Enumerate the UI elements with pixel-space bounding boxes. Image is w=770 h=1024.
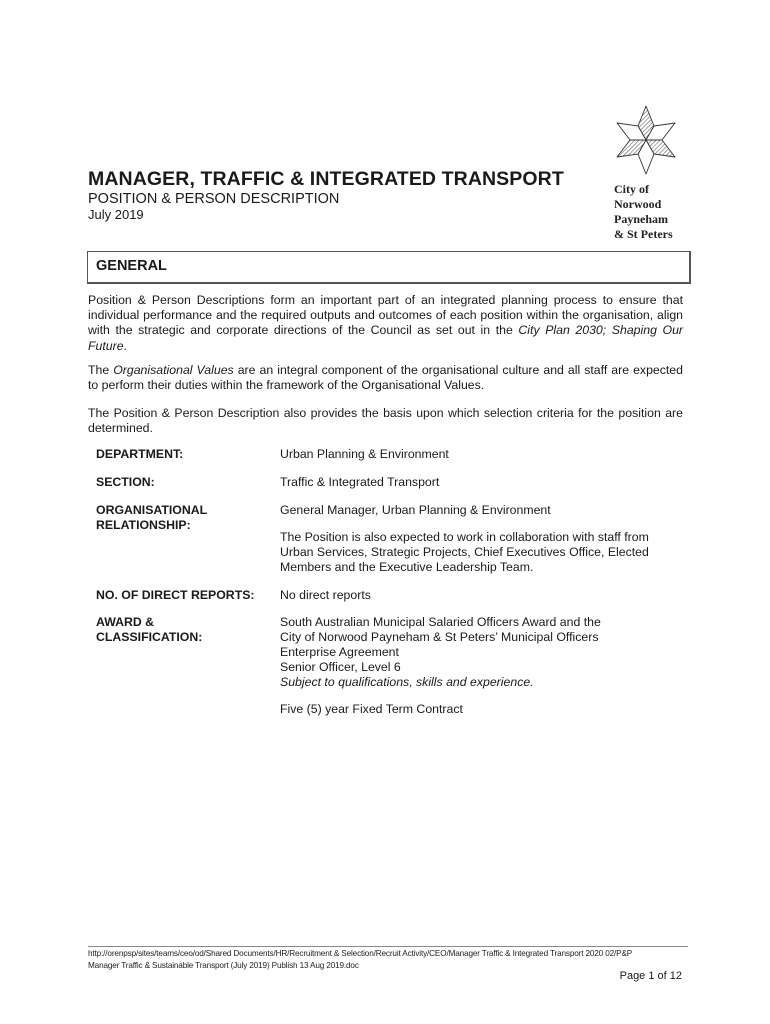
detail-value-line: Five (5) year Fixed Term Contract (280, 702, 463, 716)
paragraph-selection: The Position & Person Description also provides the basis upon which selection criteria for the position are determined. (88, 406, 683, 436)
detail-value: Urban Planning & Environment (280, 447, 449, 461)
council-name-line: Payneham (614, 212, 668, 226)
detail-value: No direct reports (280, 588, 371, 602)
detail-label: DEPARTMENT: (96, 447, 184, 461)
detail-label-line: ORGANISATIONAL (96, 503, 208, 517)
footer-path-line: Manager Traffic & Sustainable Transport (July 2019) Publish 13 Aug 2019.doc (88, 961, 359, 970)
council-name-line: & St Peters (614, 227, 673, 241)
detail-value-line: South Australian Municipal Salaried Officers Award and the (280, 615, 601, 629)
paragraph-values (88, 363, 683, 393)
document-title: MANAGER, TRAFFIC & INTEGRATED TRANSPORT (88, 168, 564, 190)
values-text-start: The (88, 363, 114, 377)
page-number: Page 1 of 12 (619, 970, 682, 982)
detail-value-italic: Subject to qualifications, skills and experience. (280, 675, 534, 689)
section-heading: GENERAL (96, 258, 167, 274)
detail-value (280, 503, 675, 575)
detail-value-line: General Manager, Urban Planning & Environment (280, 503, 551, 517)
detail-value-line: City of Norwood Payneham & St Peters’ Municipal Officers (280, 630, 599, 644)
document-date: July 2019 (88, 207, 144, 222)
values-italic: Organisational Values (113, 363, 234, 377)
footer-path (88, 946, 688, 972)
detail-label (96, 615, 272, 645)
detail-label-line: RELATIONSHIP: (96, 518, 191, 532)
detail-label: SECTION: (96, 475, 155, 489)
spacer (280, 518, 675, 530)
detail-label-line: AWARD & (96, 615, 155, 629)
detail-label (96, 503, 272, 533)
intro-text: Position & Person Descriptions form an important part of an integrated planning process to ensure that individual performance and the required outputs and outcomes of each position within the organisation, align with the strategic and corporate directions of the Council as set out in the (88, 293, 683, 338)
paragraph-intro (88, 293, 683, 354)
detail-value-line: Senior Officer, Level 6 (280, 660, 401, 674)
council-name (614, 182, 686, 242)
council-logo (606, 102, 686, 244)
detail-value-line: The Position is also expected to work in collaboration with staff from Urban Services, Strategic Projects, Chief Executives Office, Elected Members and the Executive Leadership Team. (280, 530, 649, 574)
detail-label: NO. OF DIRECT REPORTS: (96, 588, 255, 602)
detail-value (280, 615, 675, 717)
detail-value-line: Enterprise Agreement (280, 645, 399, 659)
section-heading-box (87, 251, 691, 284)
council-name-line: City of (614, 182, 649, 196)
council-name-line: Norwood (614, 197, 662, 211)
detail-label-line: CLASSIFICATION: (96, 630, 203, 644)
city-plan-title: City Plan 2030; Shaping Our Future (88, 323, 684, 353)
footer-path-line: http://orenpsp/sites/teams/ceo/od/Shared Documents/HR/Recruitment & Selection/Recruit Activity/CEO/Manager Traffic & Integrated Transport 2020 02/P&P (88, 949, 633, 958)
star-logo-icon (613, 102, 679, 178)
spacer (280, 690, 675, 702)
intro-end: . (123, 338, 127, 353)
detail-value: Traffic & Integrated Transport (280, 475, 440, 489)
document-subtitle: POSITION & PERSON DESCRIPTION (88, 191, 340, 207)
values-text-end: are an integral component of the organisational culture and all staff are expected to perform their duties within the framework of the Organisational Values. (88, 363, 683, 393)
